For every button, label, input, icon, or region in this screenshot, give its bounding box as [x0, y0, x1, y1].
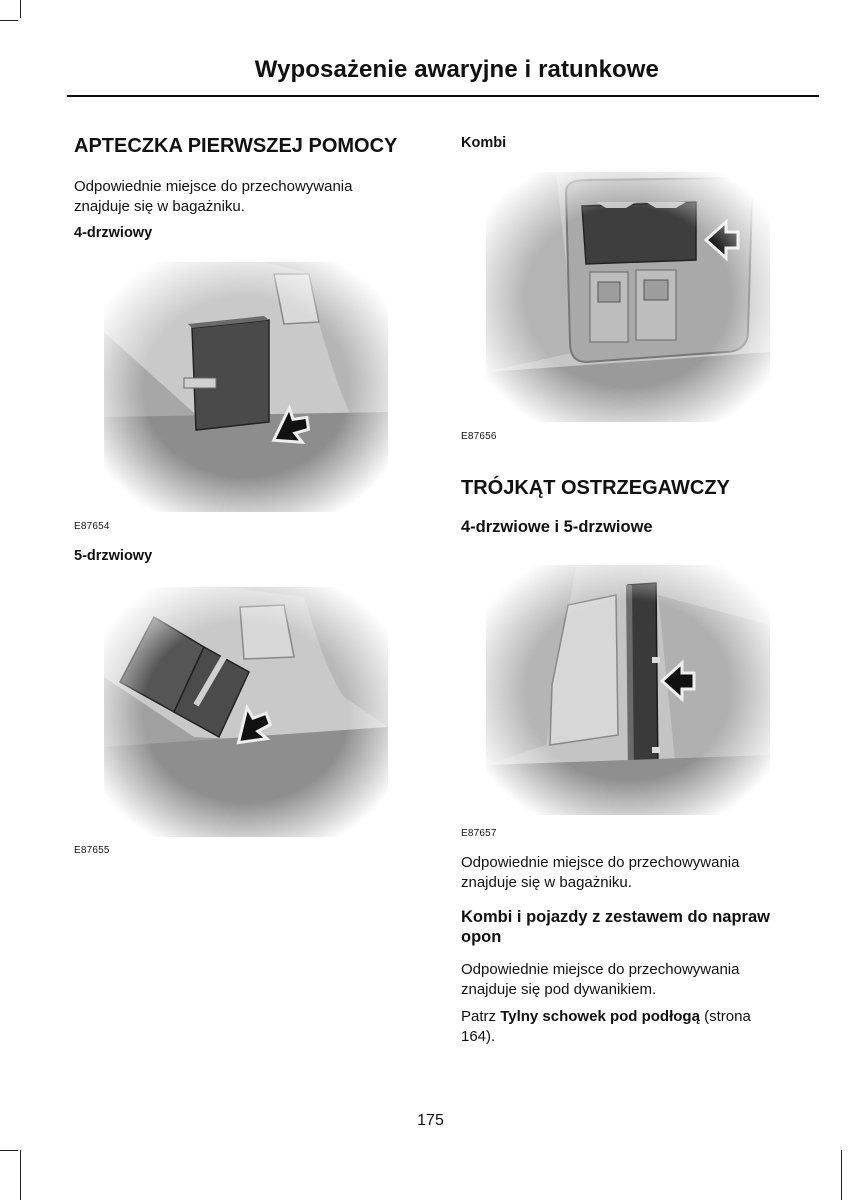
- figure-kombi-storage: [486, 172, 770, 422]
- section-heading-first-aid: APTECZKA PIERWSZEJ POMOCY: [74, 135, 398, 157]
- crop-mark: [0, 1150, 18, 1151]
- figure-label-4-door: 4-drzwiowy: [74, 225, 153, 241]
- crop-mark: [841, 1150, 842, 1200]
- figure-code: E87657: [461, 828, 497, 839]
- figure-label-5-door: 5-drzwiowy: [74, 548, 153, 564]
- cross-reference: [461, 1007, 751, 1047]
- text-line: znajduje się pod dywanikiem.: [461, 981, 657, 998]
- figure-5-door-trunk: [104, 587, 388, 837]
- text-line: opon: [461, 928, 502, 946]
- page-title: Wyposażenie awaryjne i ratunkowe: [254, 56, 659, 83]
- ref-prefix: Patrz: [461, 1008, 501, 1025]
- text-line: Kombi i pojazdy z zestawem do napraw: [461, 908, 770, 926]
- crop-mark: [0, 20, 18, 21]
- text-line: Odpowiednie miejsce do przechowywania: [461, 854, 740, 871]
- kombi-text: [461, 960, 739, 1000]
- text-line: znajduje się w bagażniku.: [74, 198, 245, 215]
- warning-triangle-text: [461, 853, 739, 893]
- ref-link-underfloor-storage[interactable]: Tylny schowek pod podłogą: [500, 1008, 700, 1025]
- subheading-kombi-repair-kit: [461, 907, 770, 947]
- subheading-4-5-door: 4-drzwiowe i 5-drzwiowe: [461, 518, 653, 536]
- figure-label-kombi: Kombi: [461, 135, 507, 151]
- figure-warning-triangle: [486, 565, 770, 815]
- crop-mark: [20, 0, 21, 18]
- title-divider: [67, 95, 819, 97]
- page-number: 175: [417, 1112, 444, 1129]
- text-line: Odpowiednie miejsce do przechowywania: [74, 178, 353, 195]
- text-line: 164).: [461, 1028, 496, 1045]
- text-line: znajduje się w bagażniku.: [461, 874, 632, 891]
- text-line: [461, 1007, 751, 1027]
- ref-suffix: (strona: [699, 1008, 751, 1025]
- figure-code: E87655: [74, 845, 110, 856]
- section-heading-warning-triangle: TRÓJKĄT OSTRZEGAWCZY: [461, 477, 730, 499]
- crop-mark: [20, 1150, 21, 1200]
- text-line: Odpowiednie miejsce do przechowywania: [461, 961, 740, 978]
- first-aid-intro: [74, 177, 352, 217]
- figure-code: E87656: [461, 431, 497, 442]
- figure-4-door-trunk: [104, 262, 388, 512]
- figure-code: E87654: [74, 521, 110, 532]
